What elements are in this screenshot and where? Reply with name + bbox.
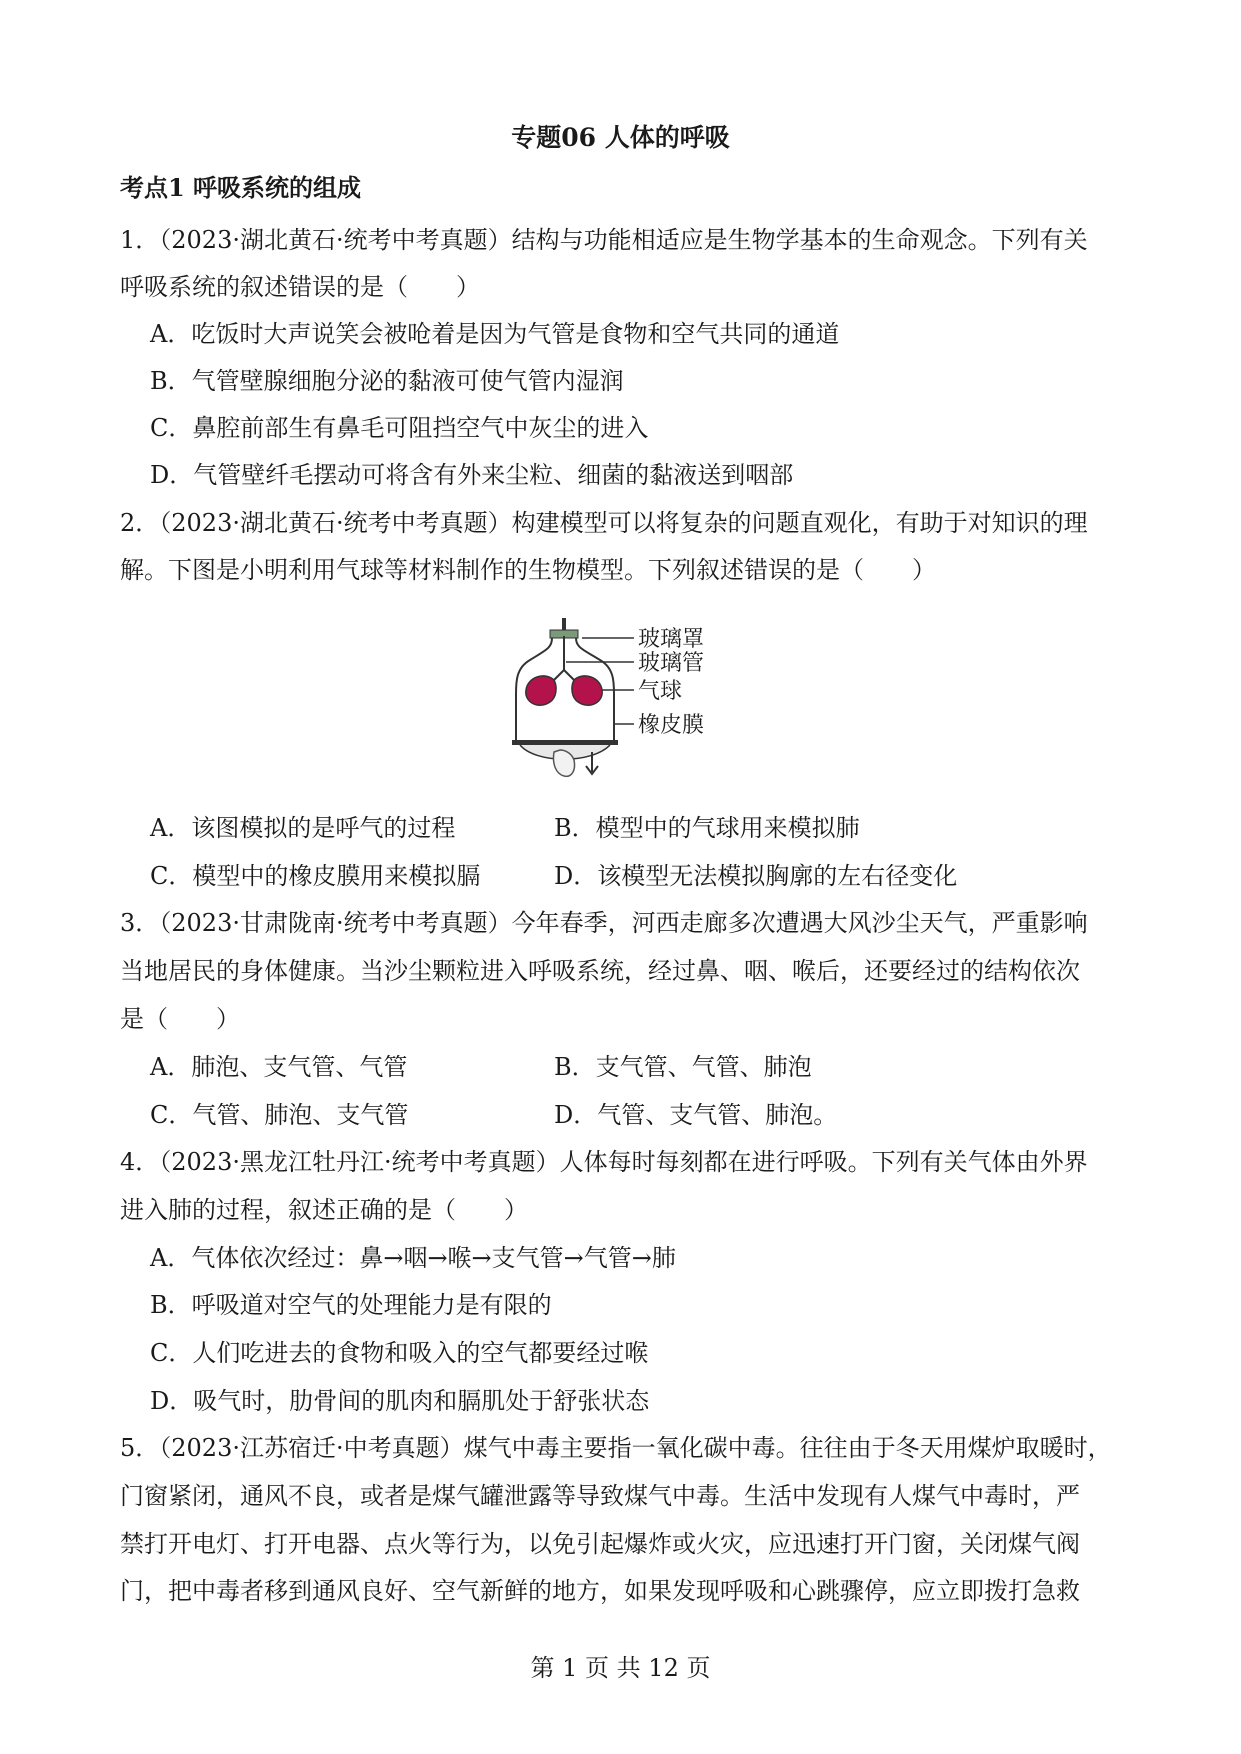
q1-option-d: D．气管壁纤毛摆动可将含有外来尘粒、细菌的黏液送到咽部 — [150, 461, 794, 489]
q5-line-3: 禁打开电灯、打开电器、点火等行为，以免引起爆炸或火灾，应迅速打开门窗，关闭煤气阀 — [120, 1530, 1080, 1558]
q4-line-1: 4．（2023·黑龙江牡丹江·统考中考真题）人体每时每刻都在进行呼吸。下列有关气体由外界 — [120, 1148, 1088, 1176]
q1-option-a: A．吃饭时大声说笑会被呛着是因为气管是食物和空气共同的通道 — [150, 320, 840, 348]
q3-line-1: 3．（2023·甘肃陇南·统考中考真题）今年春季，河西走廊多次遭遇大风沙尘天气，严重影响 — [120, 909, 1088, 937]
q5-line-2: 门窗紧闭，通风不良，或者是煤气罐泄露等导致煤气中毒。生活中发现有人煤气中毒时，严 — [120, 1482, 1080, 1510]
figure-label-balloon: 气球 — [638, 679, 683, 704]
q2-line-1: 2．（2023·湖北黄石·统考中考真题）构建模型可以将复杂的问题直观化，有助于对知识的理 — [120, 509, 1088, 537]
page-footer: 第 1 页 共 12 页 — [530, 1654, 711, 1682]
figure-label-rubber-membrane: 橡皮膜 — [638, 713, 705, 738]
q2-line-2: 解。下图是小明利用气球等材料制作的生物模型。下列叙述错误的是（ ） — [120, 556, 936, 584]
bell-jar-lung-model-figure — [506, 614, 756, 782]
q5-line-1: 5．（2023·江苏宿迁·中考真题）煤气中毒主要指一氧化碳中毒。往往由于冬天用煤炉取暖时， — [120, 1434, 1112, 1462]
figure-label-bell-jar: 玻璃罩 — [638, 627, 705, 652]
q2-option-c: C．模型中的橡皮膜用来模拟膈 — [150, 862, 481, 890]
q3-option-a: A．肺泡、支气管、气管 — [150, 1053, 408, 1081]
q3-option-b: B．支气管、气管、肺泡 — [554, 1053, 812, 1081]
q3-line-2: 当地居民的身体健康。当沙尘颗粒进入呼吸系统，经过鼻、咽、喉后，还要经过的结构依次 — [120, 957, 1080, 985]
q2-option-b: B．模型中的气球用来模拟肺 — [554, 814, 860, 842]
q4-option-b: B．呼吸道对空气的处理能力是有限的 — [150, 1291, 552, 1319]
q4-option-c: C．人们吃进去的食物和吸入的空气都要经过喉 — [150, 1339, 649, 1367]
q5-line-4: 门，把中毒者移到通风良好、空气新鲜的地方，如果发现呼吸和心跳骤停，应立即拨打急救 — [120, 1577, 1080, 1605]
page-title: 专题06 人体的呼吸 — [511, 123, 730, 152]
q3-line-3: 是（ ） — [120, 1005, 240, 1033]
q4-line-2: 进入肺的过程，叙述正确的是（ ） — [120, 1196, 528, 1224]
section-heading: 考点1 呼吸系统的组成 — [120, 173, 362, 202]
figure-label-glass-tube: 玻璃管 — [638, 651, 705, 676]
q1-option-c: C．鼻腔前部生有鼻毛可阻挡空气中灰尘的进入 — [150, 414, 649, 442]
q2-option-d: D．该模型无法模拟胸廓的左右径变化 — [554, 862, 958, 890]
q1-line-2: 呼吸系统的叙述错误的是（ ） — [120, 273, 480, 301]
q3-option-d: D．气管、支气管、肺泡。 — [554, 1101, 838, 1129]
q2-option-a: A．该图模拟的是呼气的过程 — [150, 814, 456, 842]
q1-line-1: 1．（2023·湖北黄石·统考中考真题）结构与功能相适应是生物学基本的生命观念。下列有关 — [120, 226, 1088, 254]
q1-option-b: B．气管壁腺细胞分泌的黏液可使气管内湿润 — [150, 367, 624, 395]
q3-option-c: C．气管、肺泡、支气管 — [150, 1101, 409, 1129]
q4-option-a: A．气体依次经过：鼻→咽→喉→支气管→气管→肺 — [150, 1244, 676, 1272]
q4-option-d: D．吸气时，肋骨间的肌肉和膈肌处于舒张状态 — [150, 1387, 650, 1415]
